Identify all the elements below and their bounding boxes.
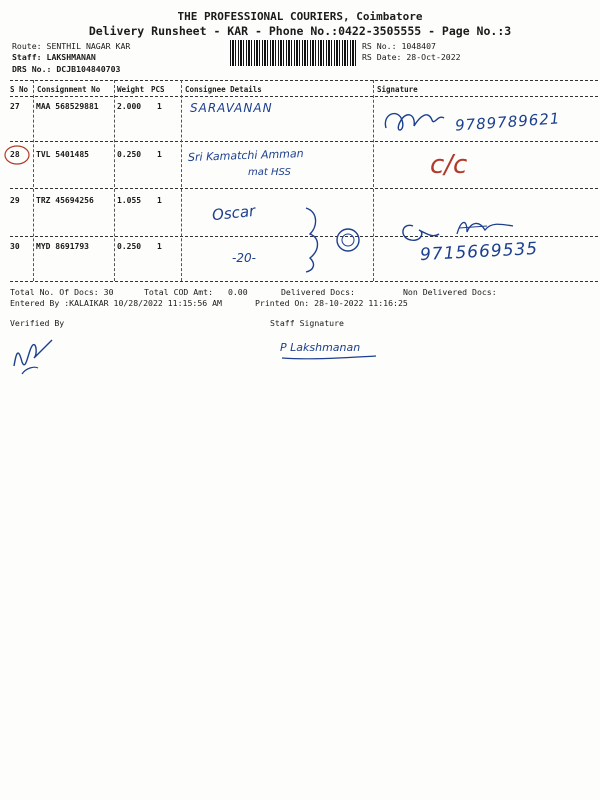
rs-date-line bbox=[362, 52, 461, 62]
verifier-signature bbox=[8, 332, 58, 378]
phone-handwritten: 9715669535 bbox=[419, 238, 539, 266]
circle-mark bbox=[3, 143, 31, 167]
col-divider bbox=[373, 80, 374, 281]
col-divider bbox=[33, 80, 34, 281]
col-consignee: Consignee Details bbox=[185, 85, 262, 94]
row-consignment: MYD 8691793 bbox=[36, 242, 89, 251]
row-sno: 27 bbox=[10, 102, 20, 111]
total-cod-label: Total COD Amt: bbox=[144, 287, 214, 297]
rs-no-value: 1048407 bbox=[401, 41, 436, 51]
row-sno: 29 bbox=[10, 196, 20, 205]
route-label: Route: bbox=[12, 41, 42, 51]
total-cod-value: 0.00 bbox=[227, 287, 248, 297]
row-consignee-handwritten: Sri Kamatchi Amman bbox=[187, 146, 304, 165]
row-pcs: 1 bbox=[157, 242, 162, 251]
non-delivered-docs-label: Non Delivered Docs: bbox=[403, 287, 497, 297]
row-consignee-handwritten: SARAVANAN bbox=[190, 101, 273, 115]
col-divider bbox=[181, 80, 182, 281]
row-consignee-handwritten-line2: mat HSS bbox=[248, 167, 291, 178]
rs-date-value: 28-Oct-2022 bbox=[406, 52, 461, 62]
drs-value: DCJB104840703 bbox=[56, 64, 121, 74]
row-sno: 30 bbox=[10, 242, 20, 251]
verified-by-label: Verified By bbox=[10, 318, 65, 328]
staff-label: Staff: bbox=[12, 52, 42, 62]
total-docs-value: 30 bbox=[103, 287, 114, 297]
col-divider bbox=[114, 80, 115, 281]
col-sno: S No bbox=[10, 85, 29, 94]
route-line bbox=[12, 41, 130, 51]
drs-label: DRS No.: bbox=[12, 64, 52, 74]
phone-handwritten: 9789789621 bbox=[454, 109, 561, 135]
drs-line bbox=[12, 64, 120, 74]
row-weight: 0.250 bbox=[117, 242, 142, 251]
runsheet-subtitle: Delivery Runsheet - KAR - Phone No.:0422-3505555 - Page No.:3 bbox=[88, 24, 512, 38]
rs-no-label: RS No.: bbox=[362, 41, 397, 51]
col-weight: Weight bbox=[117, 85, 145, 94]
row-weight: 2.000 bbox=[117, 102, 142, 111]
row-consignment: MAA 568529881 bbox=[36, 102, 99, 111]
row-pcs: 1 bbox=[157, 196, 162, 205]
table-top-rule bbox=[10, 80, 598, 81]
total-cod bbox=[144, 287, 248, 297]
route-value: SENTHIL NAGAR KAR bbox=[46, 41, 131, 51]
row-consignee-handwritten: Oscar bbox=[211, 201, 257, 225]
row-rule bbox=[10, 141, 598, 142]
entered-by: Entered By :KALAIKAR 10/28/2022 11:15:56 AM bbox=[10, 298, 222, 308]
total-docs bbox=[10, 287, 114, 297]
staff-signature-underline bbox=[280, 352, 380, 364]
row-consignment: TVL 5401485 bbox=[36, 150, 89, 159]
row-weight: 0.250 bbox=[117, 150, 142, 159]
col-signature: Signature bbox=[377, 85, 418, 94]
row-pcs: 1 bbox=[157, 102, 162, 111]
barcode bbox=[230, 40, 358, 66]
col-pcs: PCS bbox=[151, 85, 165, 94]
staff-value: LAKSHMANAN bbox=[46, 52, 96, 62]
row-rule bbox=[10, 188, 598, 189]
col-consignment: Consignment No bbox=[37, 85, 101, 94]
staff-signature-handwritten: P Lakshmanan bbox=[280, 341, 361, 354]
row-sno: 28 bbox=[10, 150, 20, 159]
total-docs-label: Total No. Of Docs: bbox=[10, 287, 99, 297]
recipient-signature bbox=[380, 104, 460, 140]
staff-line bbox=[12, 52, 96, 62]
table-header-rule bbox=[10, 96, 598, 97]
rs-no-line bbox=[362, 41, 436, 51]
row-weight: 1.055 bbox=[117, 196, 142, 205]
row-consignment: TRZ 45694256 bbox=[36, 196, 94, 205]
brace-and-stamp-mark bbox=[296, 204, 366, 276]
printed-on: Printed On: 28-10-2022 11:16:25 bbox=[255, 298, 408, 308]
cc-mark-handwritten: c/c bbox=[430, 150, 468, 180]
row-pcs: 1 bbox=[157, 150, 162, 159]
table-bottom-rule bbox=[10, 281, 598, 282]
row-consignee-handwritten: -20- bbox=[232, 251, 256, 265]
rs-date-label: RS Date: bbox=[362, 52, 402, 62]
company-title: THE PROFESSIONAL COURIERS, Coimbatore bbox=[177, 10, 423, 23]
staff-signature-label: Staff Signature bbox=[270, 318, 344, 328]
delivered-docs-label: Delivered Docs: bbox=[281, 287, 355, 297]
